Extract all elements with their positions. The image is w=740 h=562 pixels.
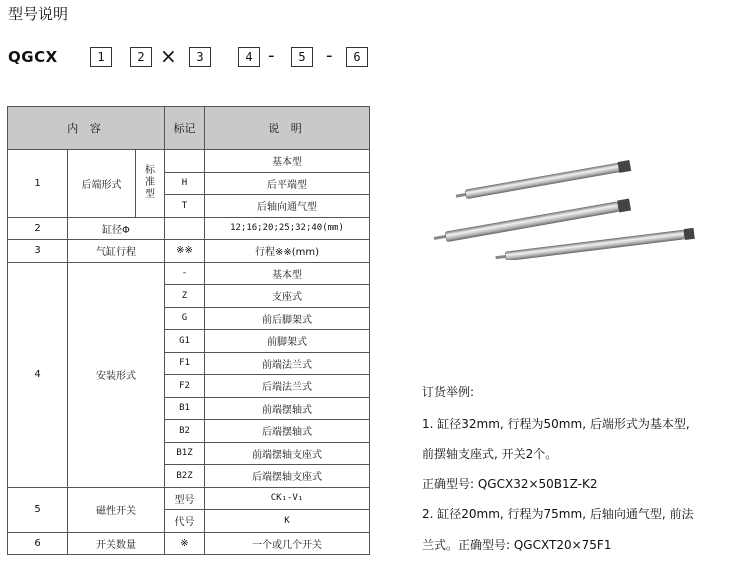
row-number: 4 bbox=[8, 262, 68, 487]
header-desc: 说 明 bbox=[205, 107, 370, 150]
row-desc: 基本型 bbox=[205, 262, 370, 285]
row-desc: 前端摆轴式 bbox=[205, 397, 370, 420]
row-desc: 前端摆轴支座式 bbox=[205, 442, 370, 465]
model-box-5: 5 bbox=[291, 47, 313, 67]
row-item: 安装形式 bbox=[68, 262, 165, 487]
model-box-1: 1 bbox=[90, 47, 112, 67]
row-mark: B2 bbox=[165, 420, 205, 443]
row-desc: 后端摆轴支座式 bbox=[205, 465, 370, 488]
order-line: 2. 缸径20mm, 行程为75mm, 后轴向通气型, 前法 bbox=[422, 507, 694, 521]
row-desc: 后端法兰式 bbox=[205, 375, 370, 398]
model-box-2: 2 bbox=[130, 47, 152, 67]
table-row bbox=[8, 262, 370, 285]
row-mark: F1 bbox=[165, 352, 205, 375]
row-item: 缸径Φ bbox=[68, 217, 165, 240]
model-dash-2: - bbox=[326, 45, 333, 66]
order-line: 兰式。正确型号: QGCXT20×75F1 bbox=[422, 538, 612, 552]
model-prefix: QGCX bbox=[8, 48, 58, 66]
model-times-sign: × bbox=[160, 44, 177, 68]
row-number: 5 bbox=[8, 487, 68, 532]
header-content: 内 容 bbox=[8, 107, 165, 150]
cylinder-3 bbox=[495, 228, 695, 260]
table-row bbox=[8, 532, 370, 555]
model-dash-1: - bbox=[268, 45, 275, 66]
order-line: 前摆轴支座式, 开关2个。 bbox=[422, 447, 558, 461]
row-number: 2 bbox=[8, 217, 68, 240]
row-desc: 一个或几个开关 bbox=[205, 532, 370, 555]
row-mark: B1Z bbox=[165, 442, 205, 465]
row-mark bbox=[165, 150, 205, 173]
row-mark: 型号 bbox=[165, 487, 205, 510]
row-mark: ※※ bbox=[165, 240, 205, 263]
row-mark: F2 bbox=[165, 375, 205, 398]
page-title: 型号说明 bbox=[8, 5, 69, 23]
row-mark: T bbox=[165, 195, 205, 218]
table-row bbox=[8, 487, 370, 510]
row-item: 开关数量 bbox=[68, 532, 165, 555]
row-number: 6 bbox=[8, 532, 68, 555]
model-box-3: 3 bbox=[189, 47, 211, 67]
row-mark: B1 bbox=[165, 397, 205, 420]
row-desc: 后端摆轴式 bbox=[205, 420, 370, 443]
row-standard-label: 标准型 bbox=[136, 150, 165, 218]
row-mark: ※ bbox=[165, 532, 205, 555]
row-item: 后端形式 bbox=[68, 150, 136, 218]
row-desc: 前脚架式 bbox=[205, 330, 370, 353]
cylinder-product-image bbox=[425, 140, 730, 260]
row-desc: 行程※※(mm) bbox=[205, 240, 370, 263]
table-header-row bbox=[8, 107, 370, 150]
row-mark: B2Z bbox=[165, 465, 205, 488]
row-desc: 支座式 bbox=[205, 285, 370, 308]
row-mark: G1 bbox=[165, 330, 205, 353]
order-line: 1. 缸径32mm, 行程为50mm, 后端形式为基本型, bbox=[422, 417, 690, 431]
row-desc: 后平端型 bbox=[205, 172, 370, 195]
row-desc: CK₁-V₁ bbox=[205, 487, 370, 510]
cylinder-2 bbox=[433, 199, 631, 245]
model-box-6: 6 bbox=[346, 47, 368, 67]
row-number: 3 bbox=[8, 240, 68, 263]
row-desc: 后轴向通气型 bbox=[205, 195, 370, 218]
order-line: 正确型号: QGCX32×50B1Z-K2 bbox=[422, 477, 598, 491]
table-row bbox=[8, 240, 370, 263]
table-row bbox=[8, 217, 370, 240]
row-mark: 代号 bbox=[165, 510, 205, 533]
row-desc: 基本型 bbox=[205, 150, 370, 173]
cylinder-1 bbox=[455, 160, 631, 202]
order-heading: 订货举例: bbox=[422, 385, 475, 399]
row-desc: 前端法兰式 bbox=[205, 352, 370, 375]
row-mark bbox=[165, 217, 205, 240]
row-item: 磁性开关 bbox=[68, 487, 165, 532]
row-desc: K bbox=[205, 510, 370, 533]
row-mark: - bbox=[165, 262, 205, 285]
header-mark: 标记 bbox=[165, 107, 205, 150]
row-number: 1 bbox=[8, 150, 68, 218]
row-mark: Z bbox=[165, 285, 205, 308]
row-mark: H bbox=[165, 172, 205, 195]
row-desc: 12;16;20;25;32;40(mm) bbox=[205, 217, 370, 240]
row-desc: 前后脚架式 bbox=[205, 307, 370, 330]
row-item: 气缸行程 bbox=[68, 240, 165, 263]
spec-table bbox=[7, 106, 370, 555]
model-box-4: 4 bbox=[238, 47, 260, 67]
row-mark: G bbox=[165, 307, 205, 330]
table-row bbox=[8, 150, 370, 173]
